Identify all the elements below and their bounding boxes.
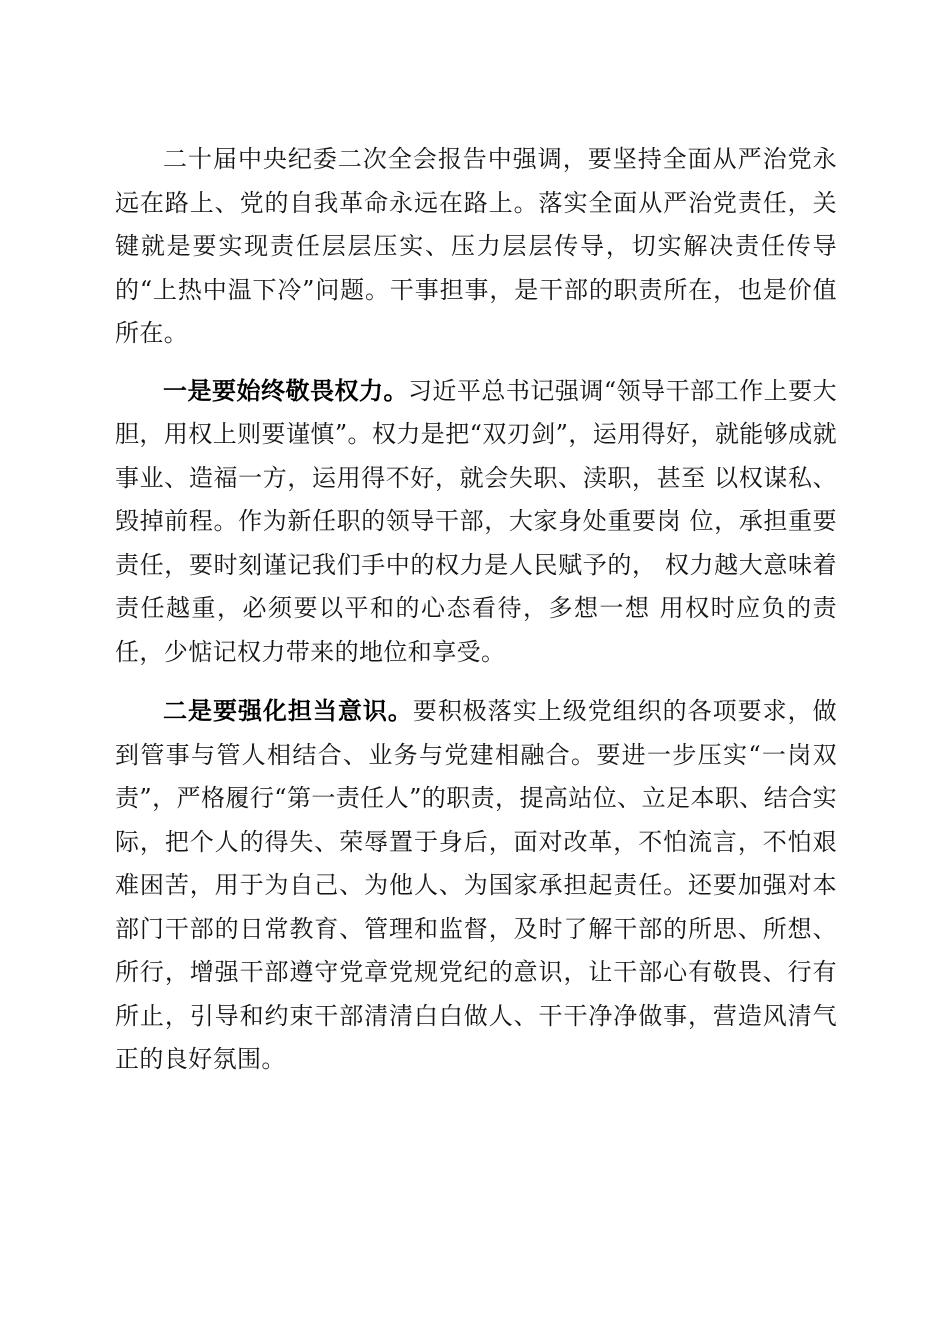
point-two-paragraph <box>115 690 837 1082</box>
point-two-heading: 二是要强化担当意识。 <box>163 697 413 725</box>
intro-paragraph-text: 二十届中央纪委二次全会报告中强调，要坚持全面从严治党永远在路上、党的自我革命永远在路上。落实全面从严治党责任，关键就是要实现责任层层压实、压力层层传导，切实解决责任传导的“上热中温下冷”问题。干事担事，是干部的职责所在，也是价值所在。 <box>115 145 837 347</box>
point-one-text: 习近平总书记强调“领导干部工作上要大胆，用权上则要谨慎”。权力是把“双刃剑”，运用得好，就能够成就事业、造福一方，运用得不好，就会失职、渎职，甚至 以权谋私、毁掉前程。作为新任职的领导干部，大家身处重要岗 位，承担重要责任，要时刻谨记我们手中的权力是人民赋予的， 权力越大意味着责任越重，必须要以平和的心态看待，多想一想 用权时应负的责任，少惦记权力带来的地位和享受。 <box>115 376 837 666</box>
document-body <box>115 138 837 1082</box>
point-one-heading: 一是要始终敬畏权力。 <box>163 376 408 405</box>
intro-paragraph <box>115 138 837 356</box>
point-one-paragraph <box>115 370 837 675</box>
point-two-text: 要积极落实上级党组织的各项要求，做到管事与管人相结合、业务与党建相融合。要进一步压实“一岗双责”，严格履行“第一责任人”的职责，提高站位、立足本职、结合实际，把个人的得失、荣辱置于身后，面对改革，不怕流言，不怕艰难困苦，用于为自己、为他人、为国家承担起责任。还要加强对本部门干部的日常教育、管理和监督，及时了解干部的所思、所想、所行，增强干部遵守党章党规党纪的意识，让干部心有敬畏、行有所止，引导和约束干部清清白白做人、干干净净做事，营造风清气正的良好氛围。 <box>115 697 837 1073</box>
